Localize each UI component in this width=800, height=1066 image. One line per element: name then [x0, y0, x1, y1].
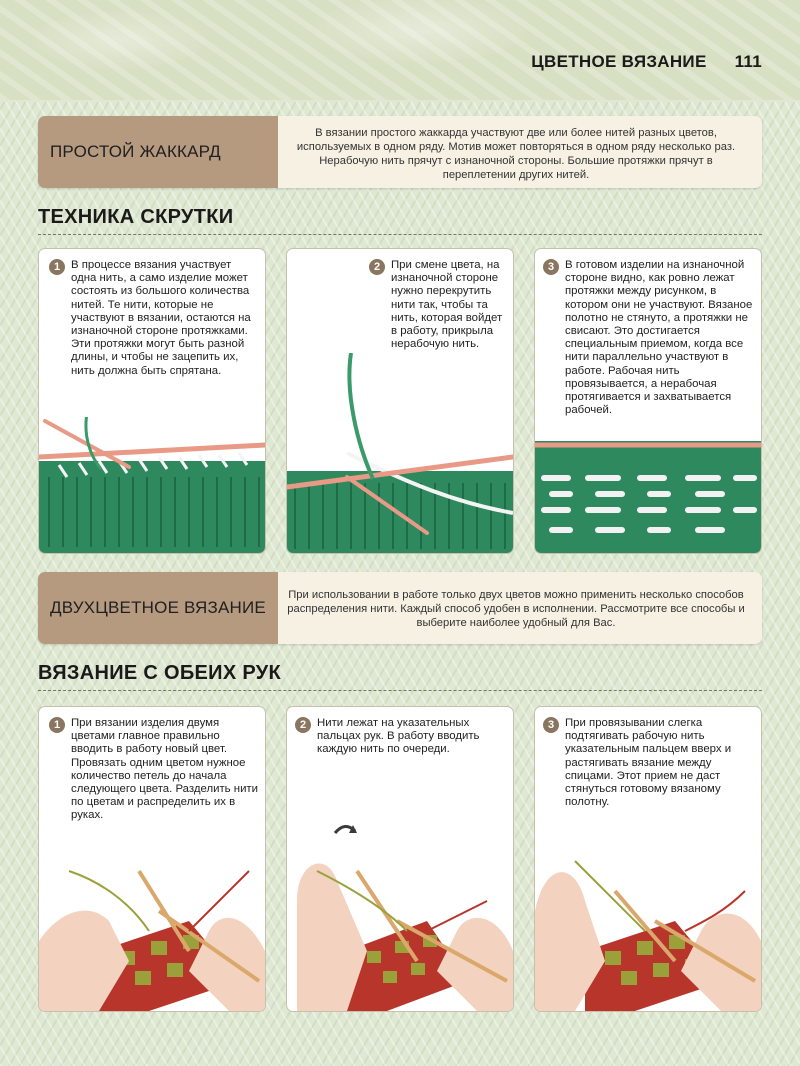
dashed-divider	[38, 234, 762, 235]
twist-step-card-3	[534, 248, 762, 554]
hands-step-card-3	[534, 706, 762, 1012]
yarn-texture-banner	[0, 0, 800, 100]
jacquard-wrong-side-illustration	[535, 441, 761, 553]
section-two-color-knitting	[38, 572, 762, 644]
knitting-swatch-illustration	[39, 417, 265, 553]
step-text: При вязании изделия двумя цветами главное правильно вводить в работу новый цвет. Провязать одним цветом нужное количество петель до начала следующего цвета. Разделить нити по цветам и распределить их в руках.	[71, 717, 259, 822]
step-text: Нити лежат на указательных пальцах рук. В работу вводить каждую нить по очереди.	[317, 717, 480, 756]
heading-text: ТЕХНИКА СКРУТКИ	[38, 206, 234, 228]
hands-knitting-illustration	[535, 831, 761, 1011]
step-text: При смене цвета, на изнаночной стороне нужно перекрутить нити так, чтобы та нить, которая войдет в работу, прикрыла нерабочую нить.	[391, 259, 503, 351]
twist-step-card-1	[38, 248, 266, 554]
step-number-badge: 1	[49, 717, 65, 733]
dashed-divider	[38, 690, 762, 691]
step-number-badge: 3	[543, 259, 559, 275]
section-description: В вязании простого жаккарда участвуют две или более нитей разных цветов, используемых в одном ряду. Мотив может повторяться в одном ряду несколько раз. Нерабочую нить прячут с изнаночной стороны. Большие протяжки прячут в переплетении других нитей.	[296, 127, 736, 181]
step-text: При провязывании слегка подтягивать рабочую нить указательным пальцем вверх и растягивать вязание между спицами. Этот прием не даст стянуться готовому вязаному полотну.	[565, 717, 732, 809]
section-description: При использовании в работе только двух цветов можно применить несколько способов распределения нити. Каждый способ удобен в исполнении. Рассмотрите все способы и выберите наиболее удобный для Вас.	[287, 589, 745, 629]
hands-knitting-illustration	[287, 811, 513, 1011]
twist-step-card-2	[286, 248, 514, 554]
step-number-badge: 2	[295, 717, 311, 733]
step-number-badge: 2	[369, 259, 385, 275]
step-number-badge: 1	[49, 259, 65, 275]
step-text: В процессе вязания участвует одна нить, а само изделие может состоять из большого количества нитей. Те нити, которые не участвуют в вязании, остаются на изнаночной стороне протяжками. Эти протяжки могут быть разной длины, и чтобы не зацепить их, нить должна быть спрятана.	[71, 259, 251, 377]
heading-twist-technique	[38, 206, 762, 229]
hands-knitting-illustration	[39, 831, 265, 1011]
heading-text: ВЯЗАНИЕ С ОБЕИХ РУК	[38, 662, 281, 684]
running-header	[531, 52, 762, 72]
section-label: ДВУХЦВЕТНОЕ ВЯЗАНИЕ	[38, 572, 278, 644]
section-label: ПРОСТОЙ ЖАККАРД	[38, 116, 278, 188]
heading-two-hands	[38, 662, 762, 685]
step-text: В готовом изделии на изнаночной стороне видно, как ровно лежат протяжки между рисунком, в котором они не участвуют. Вязаное полотно не стянуто, а протяжки не свисают. Это достигается специальным приемом, когда все нити параллельно участвуют в работе. Рабочая нить провязывается, а нерабочая протягивается и захватывается рабочей.	[565, 259, 753, 417]
chapter-title: ЦВЕТНОЕ ВЯЗАНИЕ	[531, 52, 707, 71]
step-number-badge: 3	[543, 717, 559, 733]
knitting-swatch-illustration	[287, 353, 513, 553]
hands-step-card-1	[38, 706, 266, 1012]
page-number: 111	[734, 52, 762, 71]
section-simple-jacquard	[38, 116, 762, 188]
hands-step-card-2	[286, 706, 514, 1012]
